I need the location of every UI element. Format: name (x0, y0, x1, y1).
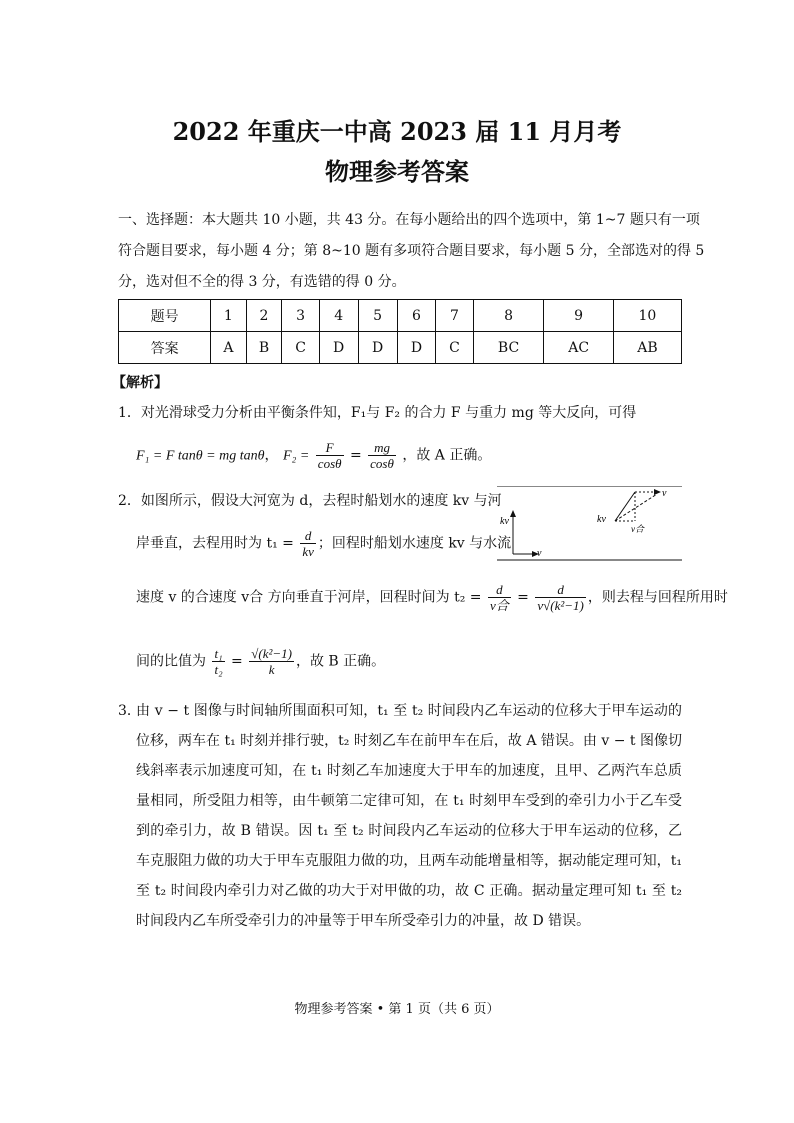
frac-den: kv (302, 544, 314, 559)
section-intro-line: 一、选择题：本大题共 10 小题，共 43 分。在每小题给出的四个选项中，第 1~7 题只有一项 (118, 212, 700, 228)
question-number: 2． (118, 493, 141, 509)
arrowhead-icon (510, 510, 516, 517)
frac-num: t₁ (214, 646, 223, 661)
q2-text: 如图所示，假设大河宽为 d，去程时船划水的速度 kv 与河 (140, 493, 502, 509)
q1-conclusion: ，故 A 正确。 (402, 447, 492, 464)
answer-cell: BC (473, 332, 544, 364)
q2-line3: 速度 v 的合速度 v合 方向垂直于河岸，回程时间为 t₂ = $\frac{d}{\text{v合}}$ = $\frac{d}{\text{v√(k²−1)}}$ ，则去程与回程所用时 (136, 582, 728, 613)
q2-text: 速度 v 的合速度 v合 方向垂直于河岸，回程时间为 t₂ = (136, 589, 482, 606)
frac-den: cosθ (370, 456, 394, 471)
arrowhead-icon (654, 489, 661, 495)
frac-num: F (316, 440, 344, 456)
q1-frac-2 (368, 440, 396, 471)
question-number: 3． (118, 703, 141, 719)
question-number-cell: 1 (211, 300, 246, 332)
frac-den: v合 (489, 598, 509, 613)
table-row (119, 332, 682, 364)
question-number-cell: 9 (544, 300, 613, 332)
q2-frac-ratio-a (212, 646, 224, 677)
q1-equation: F₁ = F tanθ = mg tanθ， F₂ = $\frac{F}{\cos\theta}$ = $\frac{mg}{\cos\theta}$ ，故 A 正确。 (136, 440, 492, 471)
question-number-cell: 2 (246, 300, 282, 332)
question-number-cell: 5 (358, 300, 397, 332)
q1-text: 对光滑球受力分析由平衡条件知，F₁与 F₂ 的合力 F 与重力 mg 等大反向，可得 (140, 405, 637, 421)
frac-den: cosθ (317, 456, 342, 471)
answer-table (118, 299, 682, 364)
river-velocity-diagram (497, 486, 682, 561)
answer-cell: C (282, 332, 319, 364)
answer-cell: C (436, 332, 473, 364)
answer-cell: AB (613, 332, 681, 364)
frac-den: v√(k²−1) (537, 598, 584, 613)
q2-text: ，故 B 正确。 (295, 653, 386, 670)
question-number-cell: 3 (282, 300, 319, 332)
q2-frac-ratio-b (249, 646, 294, 677)
frac-den: k (268, 662, 275, 677)
label-kv: kv (597, 514, 606, 525)
frac-num: √(k²−1) (251, 646, 292, 661)
kv-vector (615, 492, 635, 521)
question-number-cell: 8 (473, 300, 544, 332)
label-kv-axis: kv (500, 516, 509, 527)
section-intro (118, 205, 705, 298)
page-footer: 物理参考答案 • 第 1 页（共 6 页） (294, 1002, 500, 1017)
q2-text: ；回程时船划水速度 kv 与水流 (317, 535, 512, 552)
question-number: 1． (118, 405, 141, 421)
table-header-cell: 答案 (119, 332, 211, 364)
q1-frac-1 (316, 440, 344, 471)
q2-text: 间的比值为 (136, 653, 206, 670)
question-number-cell: 7 (436, 300, 473, 332)
frac-den: t₂ (214, 662, 223, 677)
frac-num: d (488, 582, 511, 598)
q2-line4: 间的比值为 $\frac{\text{t₁}}{\text{t₂}}$ = $\frac{\text{√(k²−1)}}{k}$ ，故 B 正确。 (136, 646, 386, 677)
question-number-cell: 4 (319, 300, 358, 332)
exam-title: 2022 年重庆一中高 2023 届 11 月月考 (172, 117, 622, 146)
frac-num: mg (368, 440, 396, 456)
q2-frac-t1 (300, 528, 316, 559)
answer-cell: D (358, 332, 397, 364)
q2-line1 (118, 490, 502, 510)
label-v: v (662, 488, 667, 499)
q1-line (118, 402, 636, 422)
q2-line2 (136, 528, 511, 559)
exam-subtitle: 物理参考答案 (325, 157, 469, 186)
q2-text: 岸垂直，去程用时为 t₁ = (136, 535, 294, 552)
answer-cell: D (319, 332, 358, 364)
q1-eq-b-lhs: F₂ = (282, 448, 310, 464)
section-intro-line: 符合题目要求，每小题 4 分；第 8~10 题有多项符合题目要求，每小题 5 分，全部选对的得 5 (118, 243, 705, 259)
resultant-vector (615, 494, 657, 521)
question-number-cell: 6 (397, 300, 436, 332)
answer-cell: AC (544, 332, 613, 364)
question-number-cell: 10 (613, 300, 681, 332)
q1-eq-a: F₁ = F tanθ = mg tanθ (136, 448, 265, 464)
frac-num: d (535, 582, 586, 598)
label-v-axis: v (537, 548, 542, 559)
answer-cell: A (211, 332, 246, 364)
section-intro-line: 分，选对但不全的得 3 分，有选错的得 0 分。 (118, 274, 406, 290)
table-row (119, 300, 682, 332)
q2-frac-t2a (488, 582, 511, 613)
answer-cell: D (397, 332, 436, 364)
frac-num: d (300, 528, 316, 544)
answer-cell: B (246, 332, 282, 364)
analysis-label: 【解析】 (112, 375, 168, 391)
q2-frac-t2b (535, 582, 586, 613)
q3-text: 由 v − t 图像与时间轴所围面积可知，t₁ 至 t₂ 时间段内乙车运动的位移大于甲车运动的位移，两车在 t₁ 时刻并排行驶，t₂ 时刻乙车在前甲车在后，故 A 错误。由 v − t 图像切线斜率表示加速度可知，在 t₁ 时刻乙车加速度大于甲车的加速度，且甲、乙两汽车总质量相同，所受阻力相等，由牛顿第二定律可知，在 t₁ 时刻甲车受到的牵引力小于乙车受到的牵引力，故 B 错误。因 t₁ 至 t₂ 时间段内乙车运动的位移大于甲车运动的位移，乙车克服阻力做的功大于甲车克服阻力做的功，且两车动能增量相等，据动能定理可知，t₁ 至 t₂ 时间段内牵引力对乙做的功大于对甲做的功，故 C 正确。据动量定理可知 t₁ 至 t₂ 时间段内乙车所受牵引力的冲量等于甲车所受牵引力的冲量，故 D 错误。 (136, 703, 682, 929)
table-header-cell: 题号 (119, 300, 211, 332)
q2-text: ，则去程与回程所用时 (587, 589, 728, 606)
q3-block (118, 696, 682, 936)
label-vhe: v合 (631, 524, 644, 534)
